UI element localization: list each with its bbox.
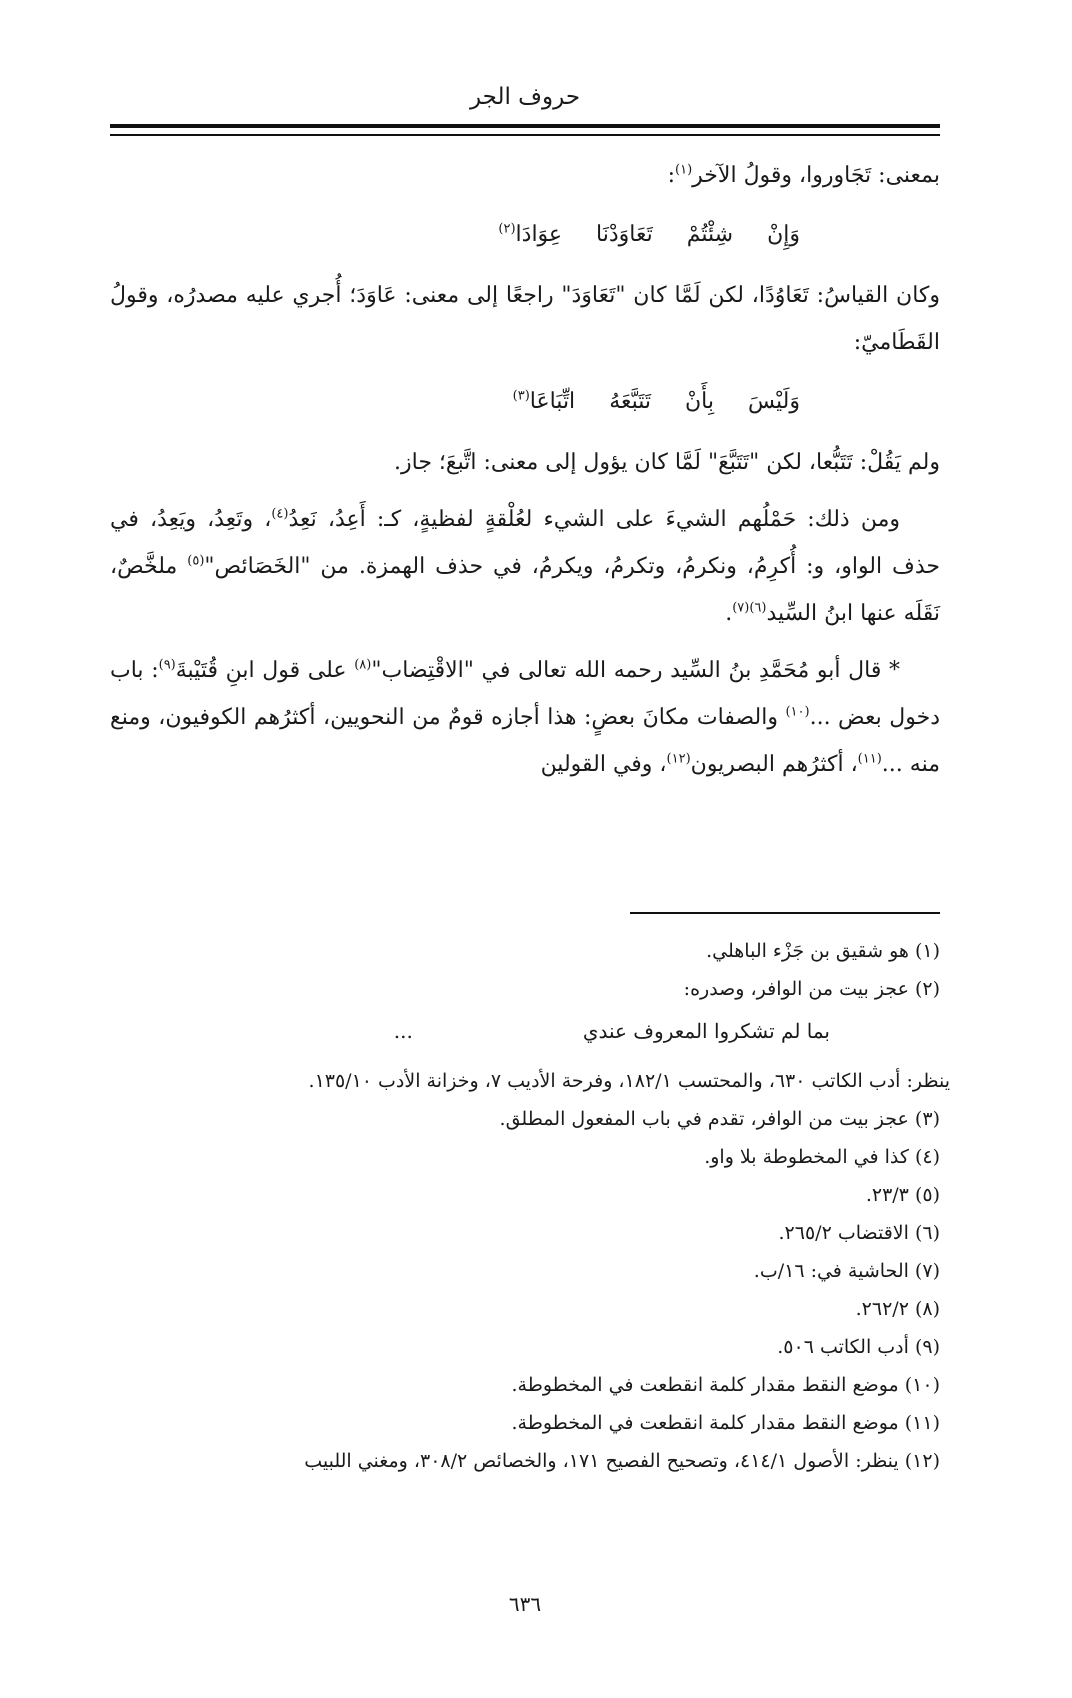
verse-word: وَإِنْ <box>767 222 800 247</box>
paragraph-4-text: ومن ذلك: حَمْلُهم الشيءَ على الشيء لعُلْقةٍ لفظيةٍ، كـ: أَعِدُ، نَعِدُ <box>288 507 900 532</box>
paragraph-5-text: على قول ابنِ قُتَيْبةَ <box>175 658 355 683</box>
page-number: ٦٣٦ <box>508 1592 542 1616</box>
running-header: حروف الجر <box>469 84 581 110</box>
footnote-ref: (١١) <box>857 751 882 767</box>
footnote-ref: (٦)(٧) <box>732 600 767 616</box>
footnote-ref: (١٢) <box>666 751 691 767</box>
paragraph-4-end: . <box>725 601 733 626</box>
footnote-verse-ellipsis: ... <box>393 1019 413 1043</box>
footnote-1: (١) هو شقيق بن جَزْء الباهلي. <box>706 940 940 962</box>
footnote-ref: (٩) <box>158 657 176 673</box>
footnote-ref: (١٠) <box>785 704 810 720</box>
footnote-11: (١١) موضع النقط مقدار كلمة انقطعت في المخطوطة. <box>511 1412 940 1434</box>
footnote-ref: (٥) <box>187 553 205 569</box>
paragraph-2: وكان القياسُ: تَعَاوُدًا، لكن لَمَّا كان "تَعَاوَدَ" راجعًا إلى معنى: عَاوَدَ؛ أُجري عليه مصدرُه، وقولُ القَطَاميّ: <box>110 283 940 355</box>
footnotes <box>110 932 950 1480</box>
footnote-verse-hemistich: بما لم تشكروا المعروف عندي <box>582 1019 830 1043</box>
footnote-ref: (٨) <box>354 657 372 673</box>
paragraph-1-text: بمعنى: تَجَاوروا، وقولُ الآخر <box>692 163 940 188</box>
paragraph-3: ولم يَقُلْ: تَتَبُّعا، لكن "تَتَبَّعَ" لَمَّا كان يؤول إلى معنى: اتَّبعَ؛ جاز. <box>394 450 940 475</box>
footnote-8: (٨) ٢٦٢/٢. <box>855 1298 940 1320</box>
paragraph-5-text: : باب دخول بعض ... <box>110 658 940 730</box>
verse-1 <box>110 211 940 258</box>
paragraph-5-text: * قال أبو مُحَمَّدِ بنُ السِّيد رحمه الله تعالى في "الاقْتِضاب" <box>371 658 901 683</box>
verse-word: تَتَبَّعَهُ <box>609 389 651 414</box>
verse-word: تَعَاوَدْنَا <box>596 222 653 247</box>
footnote-ref: (٢) <box>498 221 516 237</box>
footnote-9: (٩) أدب الكاتب ٥٠٦. <box>777 1336 940 1358</box>
footnote-ref: (١) <box>675 162 693 178</box>
verse-word: اتِّبَاعَا <box>529 389 576 414</box>
footnote-2-source: ينظر: أدب الكاتب ٦٣٠، والمحتسب ١٨٢/١، وفرحة الأديب ٧، وخزانة الأدب ١٣٥/١٠. <box>308 1070 950 1092</box>
footnote-12: (١٢) ينظر: الأصول ٤١٤/١، وتصحيح الفصيح ١٧١، والخصائص ٣٠٨/٢، ومغني اللبيب <box>304 1450 940 1472</box>
paragraph-5-text: ، وفي القولين <box>540 752 667 777</box>
verse-word: عِوَادَا <box>515 222 563 247</box>
verse-word: شِئْتُمْ <box>686 222 734 247</box>
footnote-2: (٢) عجز بيت من الوافر، وصدره: <box>683 978 940 1000</box>
footnote-2-verse <box>110 1012 940 1050</box>
footnote-3: (٣) عجز بيت من الوافر، تقدم في باب المفعول المطلق. <box>499 1108 940 1130</box>
paragraph-1 <box>110 152 940 199</box>
paragraph-4-text: ملخَّصٌ، نَقَلَه عنها ابنُ السِّيد <box>110 554 940 626</box>
footnote-ref: (٣) <box>512 388 530 404</box>
paragraph-5-text: والصفات مكانَ بعضٍ: هذا أجازه قومٌ من النحويين، أكثرُهم الكوفيون، ومنع منه ... <box>110 705 940 777</box>
paragraph-4-text: ، وتَعِدُ، ويَعِدُ، في حذف الواو، و: أُكرِمُ، ونكرمُ، وتكرمُ، ويكرمُ، في حذف الهمزة. من "الخَصَائص" <box>110 507 940 579</box>
footnote-4: (٤) كذا في المخطوطة بلا واو. <box>704 1146 940 1168</box>
verse-word: بِأَنْ <box>685 389 714 414</box>
footnote-7: (٧) الحاشية في: ١٦/ب. <box>753 1260 940 1282</box>
footnote-separator <box>630 912 940 914</box>
header-rule-thick <box>110 124 940 128</box>
verse-word: وَلَيْسَ <box>747 389 800 414</box>
main-text <box>110 152 940 788</box>
header-rule-thin <box>110 134 940 136</box>
paragraph-4 <box>110 496 940 637</box>
footnote-6: (٦) الاقتضاب ٢٦٥/٢. <box>778 1222 940 1244</box>
footnote-ref: (٤) <box>271 506 289 522</box>
paragraph-1-end: : <box>667 163 676 188</box>
footnote-5: (٥) ٢٣/٣. <box>865 1184 940 1206</box>
verse-2 <box>110 378 940 425</box>
paragraph-5 <box>110 647 940 788</box>
footnote-10: (١٠) موضع النقط مقدار كلمة انقطعت في المخطوطة. <box>511 1374 940 1396</box>
paragraph-5-text: ، أكثرُهم البصريون <box>690 752 858 777</box>
